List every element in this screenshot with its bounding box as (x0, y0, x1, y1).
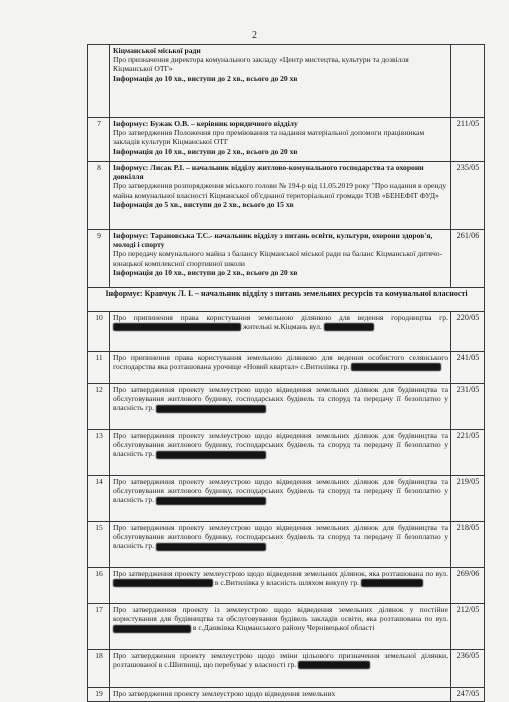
item-info: Інформація до 10 хв., виступи до 2 хв., всього до 20 хв (113, 73, 298, 83)
table-row (88, 522, 485, 568)
redaction-mark (113, 579, 213, 587)
item-ref: 269/06 (451, 568, 485, 604)
item-number: 16 (88, 568, 110, 604)
item-number: 15 (88, 522, 110, 568)
item-info: Інформація до 5 хв., виступи до 2 хв., всього до 15 хв (113, 199, 294, 209)
item-content (110, 384, 451, 430)
item-number: 11 (88, 352, 110, 384)
table-row (88, 430, 485, 476)
item-ref: 211/05 (451, 118, 485, 162)
item-content (110, 476, 451, 522)
item-content (110, 230, 451, 288)
table-row (88, 312, 485, 352)
item-text: Про затвердження проекту землеустрою щодо відведення земельних ділянок для будівництва та обслуговування житлового будинку, господарських будівель та споруд та передачу її безоплатно у власність гр. (113, 477, 448, 505)
item-text: Про затвердження проекту із землеустрою щодо відведення земельних ділянок у постійне користування для будівництва та обслуговування будівель закладів освіти, яка розташована по вул. (113, 605, 448, 624)
item-text: Про затвердження проекту землеустрою щодо відведення земельних ділянок для будівництва та обслуговування житлового будинку, господарських будівель та споруд та передачу її безоплатно у власність гр. (113, 431, 448, 459)
agenda-table (87, 44, 485, 702)
item-number: 14 (88, 476, 110, 522)
item-content (110, 650, 451, 688)
redaction-mark (113, 625, 191, 633)
item-ref: 241/05 (451, 352, 485, 384)
item-ref: 220/05 (451, 312, 485, 352)
item-text: Про припинення права користування земельною ділянкою для ведення особистого селянського господарства яка розташована урочище «Новий квартал» с.Витилівка гр. (113, 353, 448, 372)
table-row (88, 384, 485, 430)
table-row (88, 604, 485, 650)
item-number: 18 (88, 650, 110, 688)
table-row (88, 650, 485, 688)
table-row (88, 230, 485, 288)
table-row (88, 568, 485, 604)
redaction-mark (113, 323, 241, 331)
item-text: Про затвердження Положення про преміювання та надання матеріальної допомоги працівникам закладів культури Кіцманської ОТГ (113, 128, 425, 147)
item-text: Про затвердження розпорядження міського голови № 194-р від 11.05.2019 року "Про надання в оренду майна комунальної власності Кіцманської об'єднаної територіальної громади ТОВ «БЕНЕФІТ ФУД» (113, 181, 447, 200)
item-head: Кіцманської міської ради (113, 46, 201, 55)
item-text-continued: в с.Дашківка Кіцманського району Чернівецької області (192, 623, 375, 633)
item-content (110, 430, 451, 476)
item-head: Інформує: Бужак О.В. – керівник юридичного відділу (113, 119, 298, 128)
item-text: Про затвердження проекту землеустрою щодо відведення земельних ділянок, яка розташована по вул. (113, 569, 448, 578)
table-row (88, 352, 485, 384)
item-content (110, 118, 451, 162)
redaction-mark (156, 405, 266, 413)
item-ref: 212/05 (451, 604, 485, 650)
item-text: Про затвердження проекту землеустрою щодо зміни цільового призначення земельної ділянки, розташованої в с.Шипинці, що перебуває у власності гр. (113, 651, 448, 670)
redaction-mark (156, 497, 266, 505)
item-content (110, 568, 451, 604)
page-number: 2 (252, 30, 257, 41)
item-content (110, 312, 451, 352)
item-ref: 219/05 (451, 476, 485, 522)
item-content (110, 352, 451, 384)
item-ref: 247/05 (451, 688, 485, 702)
table-row (88, 118, 485, 162)
item-text: Про затвердження проекту землеустрою щодо відведення земельних ділянок для будівництва та обслуговування житлового будинку, господарських будівель та споруд та передачу її безоплатно у власність гр. (113, 385, 448, 413)
table-row (88, 688, 485, 702)
item-info: Інформація до 10 хв., виступи до 2 хв., всього до 20 хв (113, 267, 298, 277)
item-text-continued: жителькі м.Кіцмань вул. (242, 322, 322, 332)
item-content (110, 688, 451, 702)
table-row (88, 476, 485, 522)
item-text: Про призначення директора комунального закладу «Центр мистецтва, культури та дозвілля Кіцманської ОТГ» (113, 55, 409, 74)
item-ref: 221/05 (451, 430, 485, 476)
item-number: 12 (88, 384, 110, 430)
item-content (110, 162, 451, 230)
item-number: 13 (88, 430, 110, 476)
section-header-row (88, 288, 485, 312)
item-number: 9 (88, 230, 110, 288)
item-ref: 261/06 (451, 230, 485, 288)
redaction-mark (156, 451, 266, 459)
item-info: Інформація до 10 хв., виступи до 2 хв., всього до 20 хв (113, 146, 298, 156)
item-content (110, 522, 451, 568)
item-text: Про передачу комунального майна з балансу Кіцманської міської ради на баланс Кіцманської дитячо-юнацької комплексної спортивної школи (113, 249, 443, 268)
item-ref: 235/05 (451, 162, 485, 230)
redaction-mark (324, 323, 374, 331)
item-text: Про припинення права користування земельною ділянкою для ведення городництва гр. (113, 313, 448, 322)
item-head: Інформує: Лисак Р.І. – начальник відділу житлово-комунального господарства та охорони довкілля (113, 163, 424, 182)
section-header: Інформує: Кравчук Л. І. – начальник відділу з питань земельних ресурсів та комунальної власності (88, 288, 485, 312)
redaction-mark (351, 363, 441, 371)
item-ref: 236/05 (451, 650, 485, 688)
item-text: Про затвердження проекту землеустрою щодо відведення земельних (113, 689, 336, 698)
table-row (88, 45, 485, 118)
item-text: Про затвердження проекту землеустрою щодо відведення земельних ділянок для будівництва та обслуговування житлового будинку, господарських будівель та споруд та передачу її безоплатно у власність гр. (113, 523, 448, 551)
item-ref: 218/05 (451, 522, 485, 568)
item-head: Інформує: Тарановська Т.С.- начальник відділу з питань освіти, культури, охорони здоров'я, молоді і спорту (113, 231, 433, 250)
item-text-continued: в с.Витилівка у власність шляхом викупу гр. (214, 578, 360, 588)
redaction-mark (298, 661, 370, 669)
item-content (110, 45, 451, 118)
item-number: 10 (88, 312, 110, 352)
item-ref (451, 45, 485, 118)
item-number: 17 (88, 604, 110, 650)
item-number: 19 (88, 688, 110, 702)
redaction-mark (361, 579, 423, 587)
table-row (88, 162, 485, 230)
item-content (110, 604, 451, 650)
item-number: 8 (88, 162, 110, 230)
item-ref: 231/05 (451, 384, 485, 430)
redaction-mark (156, 543, 266, 551)
item-number (88, 45, 110, 118)
item-number: 7 (88, 118, 110, 162)
